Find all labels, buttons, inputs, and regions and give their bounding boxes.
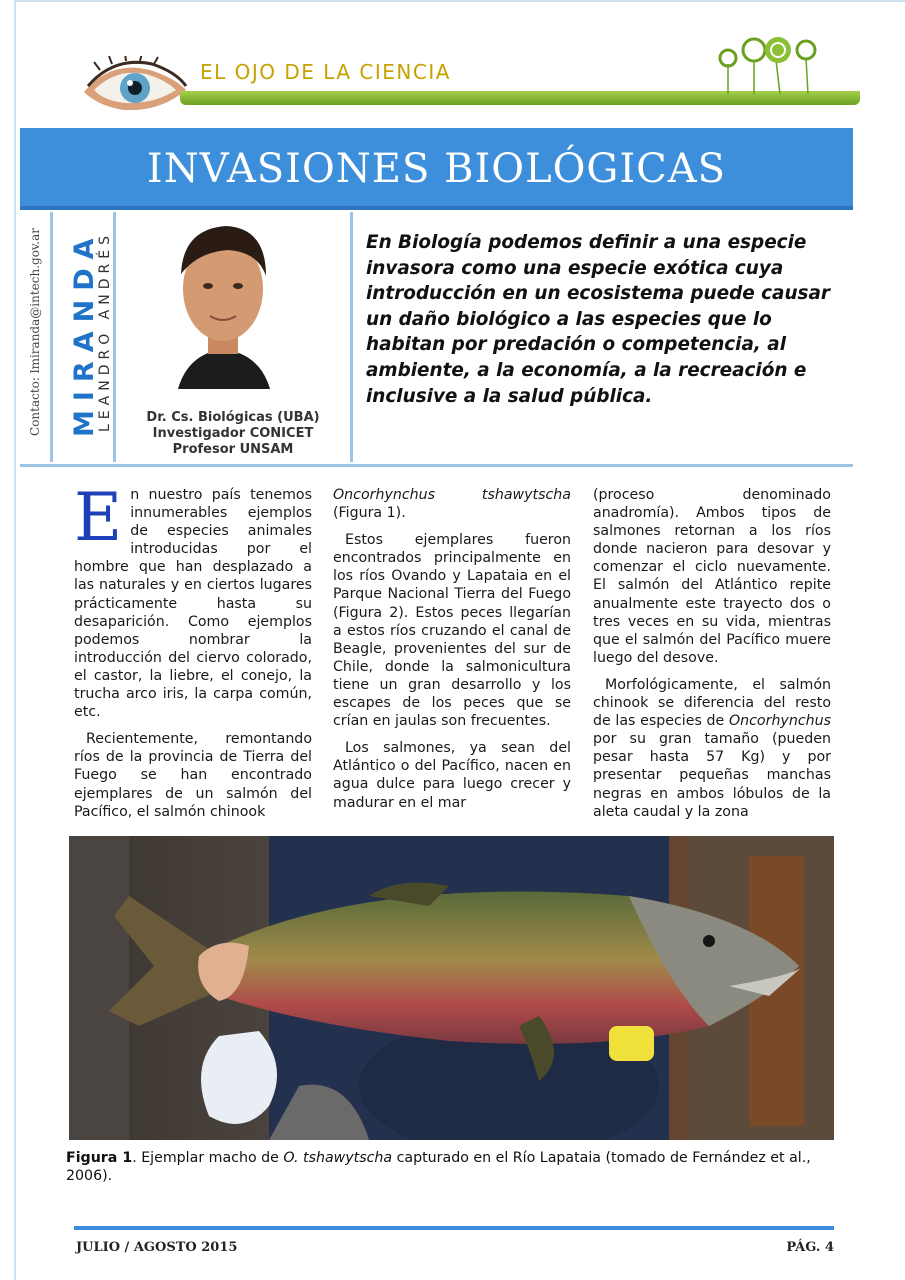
page-border-left bbox=[14, 0, 16, 1280]
paragraph: En nuestro país tenemos innumerables ejemplos de especies animales introducidas por el hombre que han desplazado a las naturales y en ciertos lugares prácticamente hasta su desaparición. Como ejemplos podemos nombrar la introducción del ciervo colorado, el castor, la liebre, el conejo, la trucha arco iris, la carpa común, etc. bbox=[74, 479, 312, 721]
contact-info bbox=[24, 212, 46, 452]
author-credentials bbox=[116, 410, 350, 458]
paragraph: Morfológicamente, el salmón chinook se diferencia del resto de las especies de Oncorhynchus por su gran tamaño (pueden pesar hasta 57 Kg) y por presentar pequeñas manchas negras en ambos lóbulos de la aleta caudal y la zona bbox=[593, 676, 831, 820]
paragraph: Estos ejemplares fueron encontrados principalmente en los ríos Ovando y Lapataia en el Parque Nacional Tierra del Fuego (Figura 2). Estos peces llegarían a estos ríos cruzando el canal de Beagle, provenientes del sur de Chile, donde la salmonicultura tiene un gran desarrollo y los escapes de los peces que se crían en jaulas son frecuentes. bbox=[333, 532, 571, 730]
genus-name: Oncorhynchus bbox=[728, 713, 831, 730]
article-title: INVASIONES BIOLÓGICAS bbox=[146, 146, 727, 192]
drop-cap: E bbox=[74, 479, 123, 556]
author-photo-column bbox=[116, 212, 353, 462]
page-number: PÁG. 4 bbox=[786, 1240, 834, 1255]
author-surname: MIRANDA bbox=[69, 229, 100, 437]
title-banner bbox=[20, 128, 853, 210]
caption-species: O. tshawytscha bbox=[283, 1150, 393, 1166]
magazine-title: EL OJO DE LA CIENCIA bbox=[200, 60, 451, 84]
author-portrait bbox=[148, 214, 298, 389]
credential-affiliation: Profesor UNSAM bbox=[172, 442, 294, 457]
figure-label: Figura 1 bbox=[66, 1150, 133, 1166]
paragraph: Los salmones, ya sean del Atlántico o del Pacífico, nacen en agua dulce para luego crecer y madurar en el mar bbox=[333, 740, 571, 811]
eye-icon bbox=[80, 56, 190, 118]
trees-icon bbox=[710, 36, 820, 96]
paragraph: (proceso denominado anadromía). Ambos tipos de salmones retornan a los ríos donde nacieron para desovar y comenzar el ciclo nuevamente. El salmón del Atlántico repite anualmente este trayecto dos o tres veces en su vida, mientras que el salmón del Pacífico muere luego del desove. bbox=[593, 487, 831, 666]
magazine-header bbox=[80, 36, 860, 116]
author-firstname: LEANDRO ANDRÉS bbox=[97, 231, 113, 432]
figure-caption: Figura 1. Ejemplar macho de O. tshawytscha capturado en el Río Lapataia (tomado de Fernández et al., 2006). bbox=[66, 1150, 811, 1184]
issue-date: JULIO / AGOSTO 2015 bbox=[76, 1240, 238, 1255]
paragraph: Recientemente, remontando ríos de la provincia de Tierra del Fuego se han encontrado ejemplares de un salmón del Pacífico, el salmón chinook bbox=[74, 731, 312, 820]
page-border-top bbox=[14, 0, 905, 2]
author-block bbox=[20, 212, 853, 467]
credential-degree: Dr. Cs. Biológicas (UBA) bbox=[146, 410, 320, 425]
credential-position: Investigador CONICET bbox=[152, 426, 314, 441]
author-name-column bbox=[50, 212, 116, 462]
species-name: Oncorhynchus tshawytscha bbox=[333, 487, 571, 503]
text-column-1 bbox=[74, 479, 312, 830]
text-column-3 bbox=[593, 486, 831, 830]
text-column-2 bbox=[333, 486, 571, 821]
contact-email: Contacto: lmiranda@intech.gov.ar bbox=[28, 228, 42, 436]
salmon-photo bbox=[69, 836, 834, 1140]
paragraph: Oncorhynchus tshawytscha (Figura 1). bbox=[333, 487, 571, 522]
footer-rule bbox=[74, 1226, 834, 1230]
article-abstract: En Biología podemos definir a una especie invasora como una especie exótica cuya introducción en un ecosistema puede causar un daño biológico a las especies que lo habitan por predación o competencia, al ambiente, a la economía, a la recreación e inclusive a la salud pública. bbox=[366, 232, 830, 407]
